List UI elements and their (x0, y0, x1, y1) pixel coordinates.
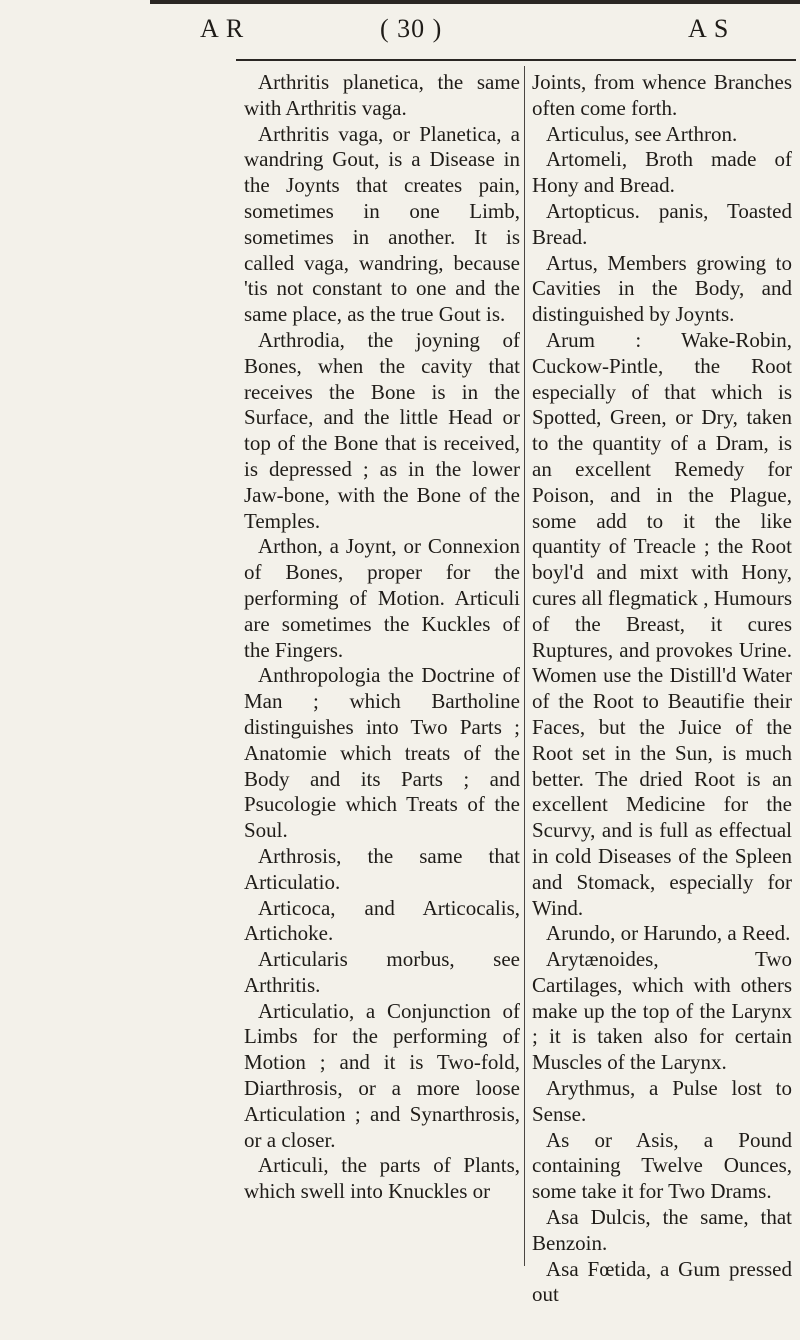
entry-as: As or Asis, a Pound containing Twelve Ounces, some take it for Two Drams. (532, 1127, 792, 1204)
left-column (244, 70, 520, 1205)
entry-asa-dulcis: Asa Dulcis, the same, that Benzoin. (532, 1205, 792, 1255)
entry-artomeli: Artomeli, Broth made of Hony and Bread. (532, 147, 792, 198)
entry-artopticus: Artopticus. panis, Toasted Bread. (532, 198, 792, 249)
entry-arthon: Arthon, a Joynt, or Connexion of Bones, proper for the performing of Motion. Articuli are sometimes the Kuckles of the Fingers. (244, 534, 520, 662)
entry-articoca: Articoca, and Articocalis, Artichoke. (244, 895, 520, 946)
entry-arum: Arum : Wake-Robin, Cuckow-Pintle, the Root especially of that which is Spotted, Green, or Dry, taken to the quantity of a Dram, is an excellent Remedy for Poison, and in the Plague, some add to it the like quantity of Treacle ; the Root boyl'd and mixt with Hony, cures all flegmatick , Humours of the Breast, it cures Ruptures, and provokes Urine. Women use the Distill'd Water of the Root to Beautifie their Faces, but the Juice of the Root set in the Sun, is much better. The dried Root is an excellent Medicine for the Scurvy, and is full as effectual in cold Diseases of the Spleen and Stomack, especially for Wind. (532, 327, 792, 920)
header-right: A S (688, 14, 730, 43)
header-left: A R (200, 14, 245, 43)
header-rule (236, 59, 796, 61)
entry-arthrosis: Arthrosis, the same that Articulatio. (244, 843, 520, 894)
entry-asa-foetida: Asa Fœtida, a Gum pressed out (532, 1256, 792, 1307)
entry-arthrodia: Arthrodia, the joyning of Bones, when the cavity that receives the Bone is in the Surface, and the little Head or top of the Bone that is received, is depressed ; as in the lower Jaw-bone, with the Bone of the Temples. (244, 327, 520, 533)
entry-articuli-continued: Joints, from whence Branches often come forth. (532, 70, 792, 120)
header-top-bar (150, 0, 800, 4)
entry-arthritis-planetica: Arthritis planetica, the same with Arthritis vaga. (244, 70, 520, 120)
entry-articulus: Articulus, see Arthron. (546, 121, 738, 146)
entry-arythmus: Arythmus, a Pulse lost to Sense. (532, 1076, 792, 1126)
entry-articulatio: Articulatio, a Conjunction of Limbs for the performing of Motion ; and it is Two-fold, Diarthrosis, or a more loose Articulation ; and Synarthrosis, or a closer. (244, 998, 520, 1152)
entry-anthropologia: Anthropologia the Doctrine of Man ; which Bartholine distinguishes into Two Parts ; Anatomie which treats of the Body and its Parts ; and Psucologie which Treats of the Soul. (244, 663, 520, 843)
entry-arthritis-vaga: Arthritis vaga, or Planetica, a wandring Gout, is a Disease in the Joynts that creates pain, sometimes in one Limb, sometimes in another. It is called vaga, wandring, because 'tis not constant to one and the same place, as the true Gout is. (244, 121, 520, 327)
running-header (0, 14, 800, 54)
entry-arundo: Arundo, or Harundo, a Reed. (546, 921, 791, 946)
entry-arytaenoides: Arytænoides, Two Cartilages, which with others make up the top of the Larynx ; it is taken also for certain Muscles of the Larynx. (532, 947, 792, 1075)
column-divider (524, 66, 525, 1266)
entry-articularis-morbus: Articularis morbus, see Arthritis. (244, 947, 520, 997)
page-number: ( 30 ) (380, 14, 443, 43)
right-column (532, 70, 792, 1308)
entry-artus: Artus, Members growing to Cavities in the Body, and distinguished by Joynts. (532, 250, 792, 327)
entry-articuli: Articuli, the parts of Plants, which swell into Knuckles or (244, 1153, 520, 1204)
